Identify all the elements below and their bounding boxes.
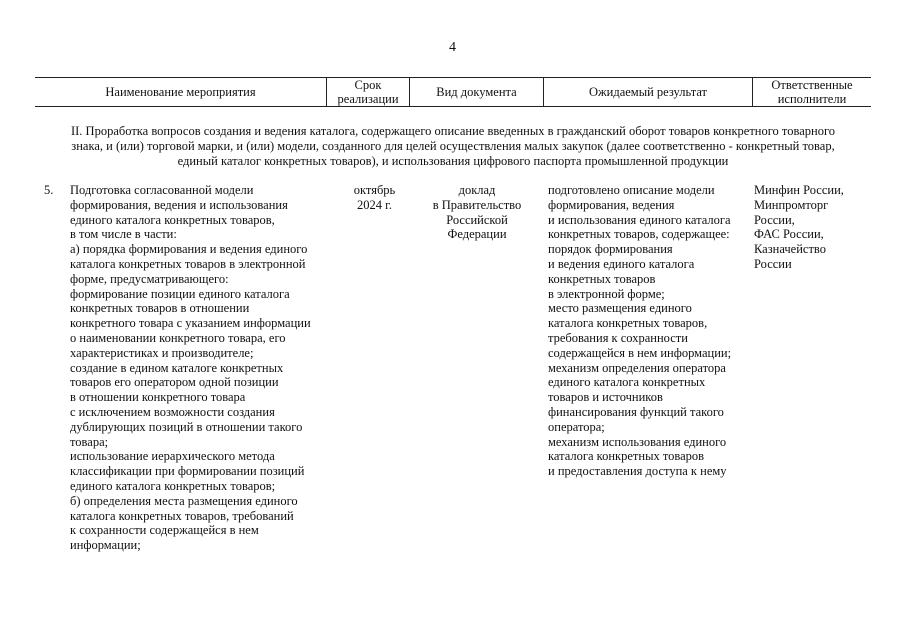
- event-name-line: товаров его оператором одной позиции: [70, 375, 279, 390]
- expected-result-line: каталога конкретных товаров,: [548, 316, 708, 331]
- term-line: октябрь: [353, 183, 396, 197]
- event-name-line: каталога конкретных товаров в электронной: [70, 256, 306, 271]
- expected-result-line: конкретных товаров: [548, 271, 656, 286]
- header-term-line1: Срок: [354, 78, 382, 92]
- expected-result-line: механизм использования единого: [548, 434, 727, 449]
- event-name-line: использование иерархического метода: [70, 449, 275, 464]
- event-name-line: товара;: [70, 434, 109, 449]
- header-resp-line2: исполнители: [777, 92, 847, 106]
- expected-result-line: и предоставления доступа к нему: [548, 464, 727, 479]
- event-name-line: с исключением возможности создания: [70, 404, 275, 419]
- event-name-line: конкретного товара с указанием информации: [70, 316, 311, 331]
- section-title-line: знака, и (или) торговой марки, и (или) модели, созданного для целей осуществления малых закупок (далее соответственно - конкретный товар,: [71, 139, 835, 153]
- event-name-line: формирования, ведения и использования: [70, 197, 288, 212]
- expected-result-line: механизм определения оператора: [548, 360, 726, 375]
- expected-result-line: и использования единого каталога: [548, 212, 731, 227]
- document-type-column: [413, 183, 541, 242]
- responsible-line: ФАС России,: [754, 227, 824, 242]
- section-title-line: единый каталог конкретных товаров), и использования цифрового паспорта промышленной продукции: [177, 154, 729, 168]
- event-name-line: в том числе в части:: [70, 227, 177, 242]
- page-number: 4: [449, 40, 456, 55]
- section-title-line: II. Проработка вопросов создания и ведения каталога, содержащего описание введенных в гражданский оборот товаров конкретного товарного: [70, 124, 836, 138]
- event-name-line: конкретных товаров в отношении: [70, 301, 250, 316]
- header-responsible: [752, 78, 871, 106]
- document-type-line: Российской: [446, 212, 508, 227]
- event-name-line: б) определения места размещения единого: [70, 493, 298, 508]
- row-number: 5.: [44, 183, 54, 197]
- expected-result-line: товаров и источников: [548, 390, 663, 405]
- event-name-line: к сохранности содержащейся в нем: [70, 523, 259, 538]
- term-column: [337, 183, 412, 213]
- header-result: Ожидаемый результат: [543, 78, 752, 106]
- term-line: 2024 г.: [357, 197, 392, 212]
- expected-result-line: требования к сохранности: [548, 330, 688, 345]
- event-name-line: а) порядка формирования и ведения единого: [70, 242, 308, 257]
- header-term-line2: реализации: [337, 92, 399, 106]
- header-term: [326, 78, 409, 106]
- expected-result-line: формирования, ведения: [548, 197, 675, 212]
- responsible-line: Казначейство: [754, 242, 826, 257]
- expected-result-line: содержащейся в нем информации;: [548, 345, 732, 360]
- event-name-line: Подготовка согласованной модели: [70, 183, 254, 197]
- document-type-line: доклад: [458, 183, 496, 197]
- table-header: [35, 77, 871, 107]
- expected-result-line: в электронной форме;: [548, 286, 665, 301]
- expected-result-line: оператора;: [548, 419, 605, 434]
- section-title: [40, 124, 866, 169]
- event-name-line: характеристиках и производителе;: [70, 345, 254, 360]
- responsible-line: России,: [754, 212, 795, 227]
- expected-result-line: финансирования функций такого: [548, 404, 724, 419]
- document-type-line: в Правительство: [432, 197, 522, 212]
- expected-result-line: конкретных товаров, содержащее:: [548, 227, 730, 242]
- event-name-line: создание в едином каталоге конкретных: [70, 360, 284, 375]
- responsible-line: России: [754, 256, 792, 271]
- event-name-line: о наименовании конкретного товара, его: [70, 330, 286, 345]
- expected-result-line: единого каталога конкретных: [548, 375, 706, 390]
- header-name: Наименование мероприятия: [105, 85, 256, 99]
- header-doc-type: Вид документа: [409, 78, 543, 106]
- event-name-column: [70, 183, 332, 553]
- event-name-line: в отношении конкретного товара: [70, 390, 246, 405]
- event-name-line: форме, предусматривающего:: [70, 271, 229, 286]
- expected-result-line: подготовлено описание модели: [548, 183, 715, 197]
- event-name-line: формирование позиции единого каталога: [70, 286, 290, 301]
- event-name-line: единого каталога конкретных товаров,: [70, 212, 275, 227]
- event-name-line: информации;: [70, 538, 141, 553]
- expected-result-line: порядок формирования: [548, 242, 673, 257]
- expected-result-line: каталога конкретных товаров: [548, 449, 705, 464]
- responsible-line: Минпромторг: [754, 197, 829, 212]
- event-name-line: классификации при формировании позиций: [70, 464, 305, 479]
- expected-result-line: и ведения единого каталога: [548, 256, 695, 271]
- document-type-line: Федерации: [447, 227, 507, 242]
- event-name-line: дублирующих позиций в отношении такого: [70, 419, 303, 434]
- event-name-line: единого каталога конкретных товаров;: [70, 478, 276, 493]
- responsible-column: [754, 183, 869, 272]
- expected-result-line: место размещения единого: [548, 301, 692, 316]
- responsible-line: Минфин России,: [754, 183, 844, 197]
- expected-result-column: [548, 183, 753, 479]
- event-name-line: каталога конкретных товаров, требований: [70, 508, 294, 523]
- header-resp-line1: Ответственные: [771, 78, 853, 92]
